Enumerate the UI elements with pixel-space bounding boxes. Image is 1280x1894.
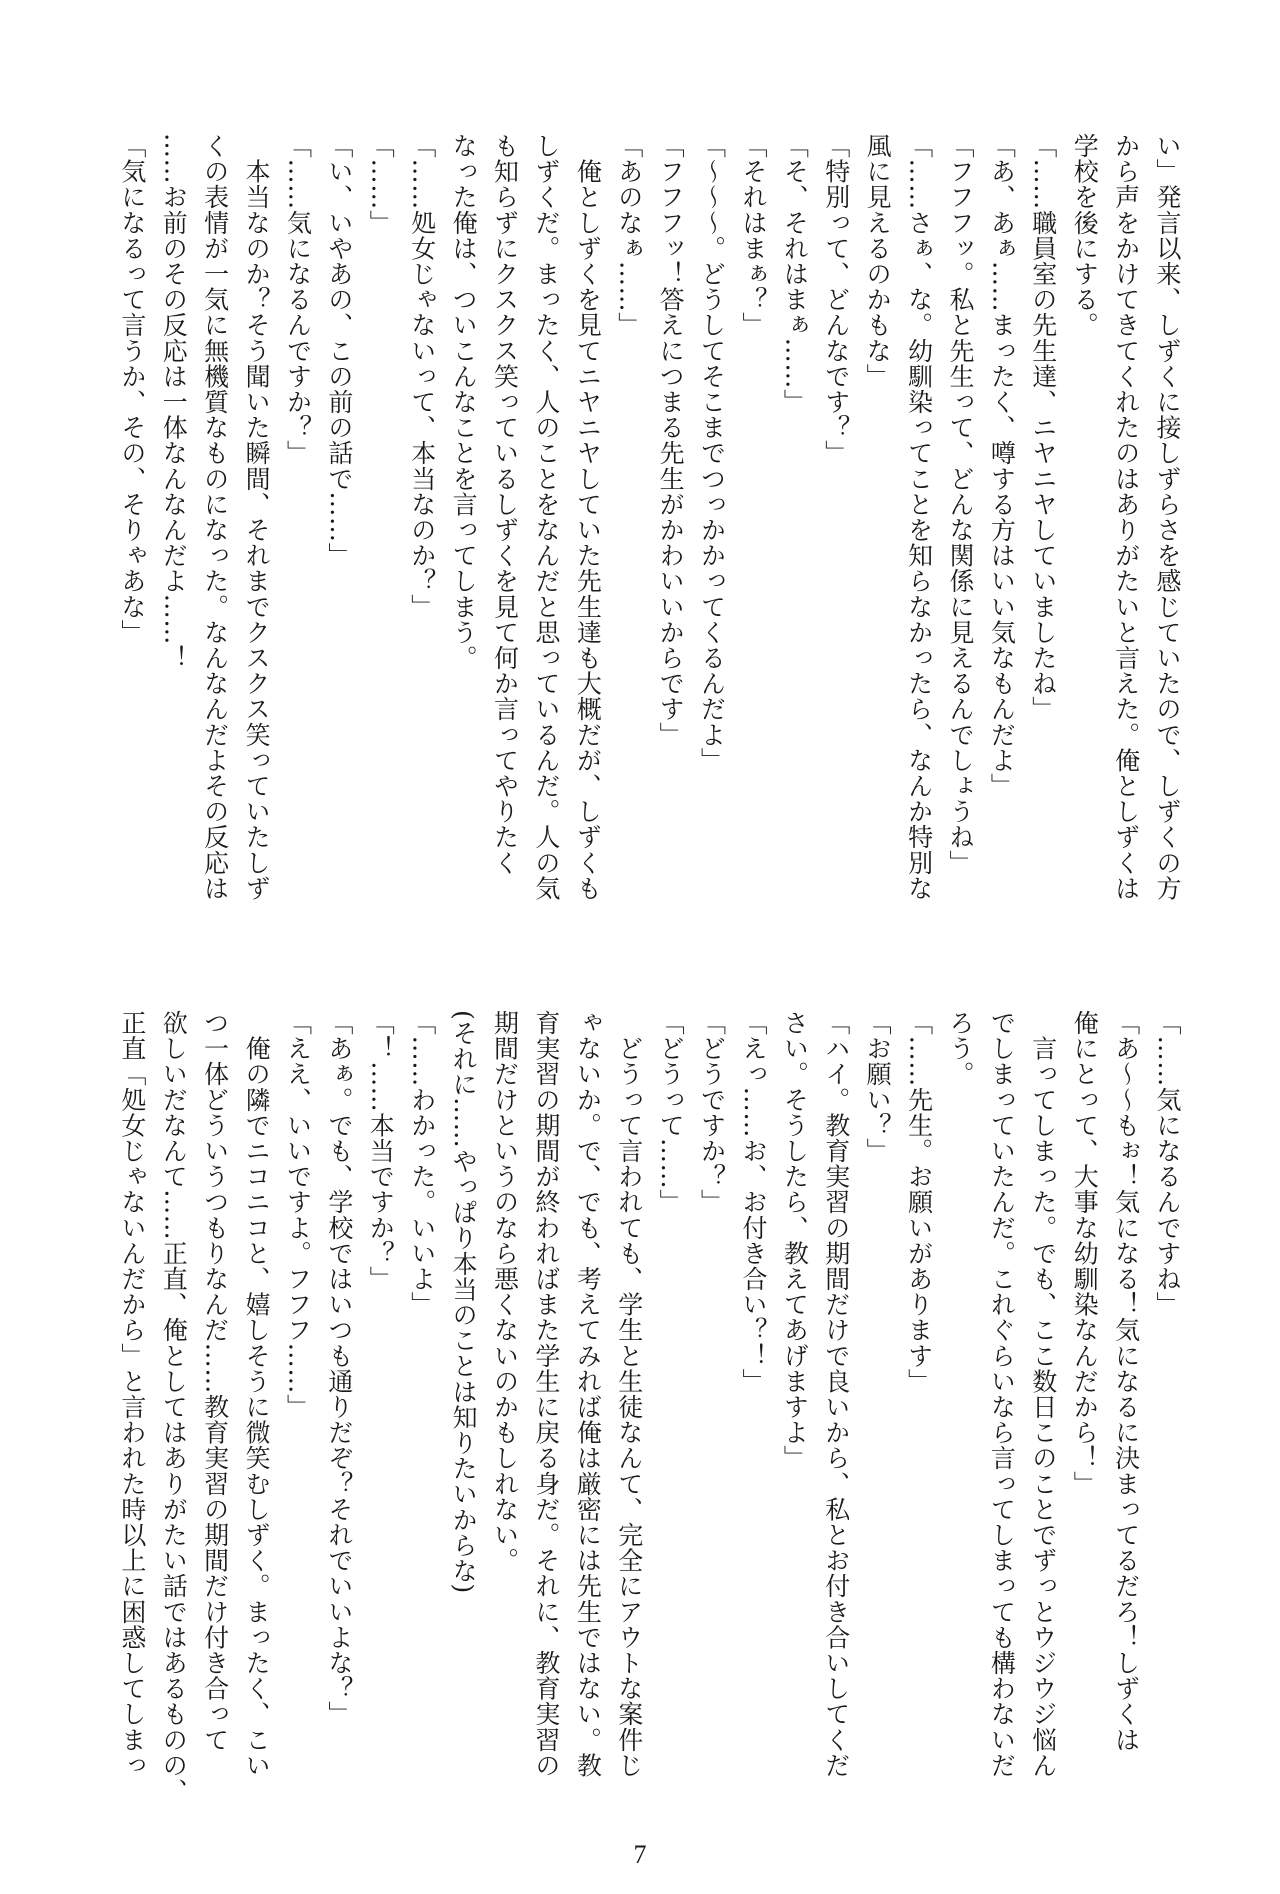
bottom-text-column: ろう。 xyxy=(945,1010,975,1087)
top-text-column: 学校を後にする。 xyxy=(1070,133,1100,338)
top-text-column: しずくだ。まったく、人のことをなんだと思っているんだ。人の気 xyxy=(531,133,561,901)
bottom-text-column: 「ええ、いいですよ。フフフ……」 xyxy=(283,1010,313,1420)
top-text-column: も知らずにクスクス笑っているしずくを見て何か言ってやりたく xyxy=(490,133,520,876)
top-text-column: 風に見えるのかもな」 xyxy=(863,133,893,389)
bottom-text-column: どうって言われても、学生と生徒なんて、完全にアウトな案件じ xyxy=(614,1010,644,1778)
bottom-text-block xyxy=(112,1010,1188,1810)
bottom-text-column: 「お願い？」 xyxy=(863,1010,893,1164)
bottom-text-column: 俺にとって、大事な幼馴染なんだから！」 xyxy=(1070,1010,1100,1497)
bottom-text-column: 「どうって……」 xyxy=(656,1010,686,1215)
top-text-column: 「特別って、どんなです？」 xyxy=(821,133,851,466)
bottom-text-column: 「！……本当ですか？」 xyxy=(366,1010,396,1292)
bottom-text-column: 欲しいだなんて……正直、俺としてはありがたい話ではあるものの、 xyxy=(159,1010,189,1804)
page-number: 7 xyxy=(633,1840,647,1869)
top-text-column: 「〜〜〜。どうしてそこまでつっかかってくるんだよ」 xyxy=(697,133,727,773)
top-text-column: ……お前のその反応は一体なんなんだよ……！ xyxy=(159,133,189,671)
bottom-text-column: 「ハイ。教育実習の期間だけで良いから、私とお付き合いしてくだ xyxy=(821,1010,851,1778)
top-text-column: くの表情が一気に無機質なものになった。なんなんだよその反応は xyxy=(200,133,230,901)
top-text-column: 「あ、あぁ……まったく、噂する方はいい気なもんだよ」 xyxy=(987,133,1017,799)
bottom-text-column: 「……先生。お願いがあります」 xyxy=(904,1010,934,1394)
bottom-text-column: (それに……やっぱり本当のことは知りたいからな) xyxy=(449,1010,479,1594)
bottom-text-column: 「あぁ。でも、学校ではいつも通りだぞ？それでいいよな？」 xyxy=(324,1010,354,1727)
bottom-text-column: 言ってしまった。でも、ここ数日このことでずっとウジウジ悩ん xyxy=(1028,1010,1058,1778)
top-text-column: 本当なのか？そう聞いた瞬間、それまでクスクス笑っていたしず xyxy=(242,133,272,901)
bottom-text-column: 「えっ……お、お付き合い？！」 xyxy=(738,1010,768,1394)
top-text-column: 「フフフッ！答えにつまる先生がかわいいからです」 xyxy=(656,133,686,748)
bottom-text-column: 「どうですか？」 xyxy=(697,1010,727,1215)
bottom-text-column: でしまっていたんだ。これぐらいなら言ってしまっても構わないだ xyxy=(987,1010,1017,1778)
top-text-column: 「……職員室の先生達、ニヤニヤしていましたね」 xyxy=(1028,133,1058,722)
bottom-text-column: ゃないか。で、でも、考えてみれば俺は厳密には先生ではない。教 xyxy=(573,1010,603,1778)
top-text-column: 「そ、それはまぁ……」 xyxy=(780,133,810,415)
bottom-text-column: 「あ〜〜もぉ！気になる！気になるに決まってるだろ！しずくは xyxy=(1111,1010,1141,1753)
top-text-column: から声をかけてきてくれたのはありがたいと言えた。俺としずくは xyxy=(1111,133,1141,901)
top-text-column: い」発言以来、しずくに接しずらさを感じていたので、しずくの方 xyxy=(1153,133,1182,901)
bottom-text-column: 正直「処女じゃないんだから」と言われた時以上に困惑してしまっ xyxy=(117,1010,147,1778)
bottom-text-column: 俺の隣でニコニコと、嬉しそうに微笑むしずく。まったく、こい xyxy=(242,1010,272,1778)
bottom-text-column: 期間だけというのなら悪くないのかもしれない。 xyxy=(490,1010,520,1574)
top-text-column: なった俺は、ついこんなことを言ってしまう。 xyxy=(449,133,479,671)
top-text-column: 「……気になるんですか？」 xyxy=(283,133,313,466)
bottom-text-column: 育実習の期間が終わればまた学生に戻る身だ。それに、教育実習の xyxy=(531,1010,561,1778)
top-text-column: 「……」 xyxy=(366,133,396,236)
top-text-column: 「……処女じゃないって、本当なのか？」 xyxy=(407,133,437,620)
top-text-column: 「……さぁ、な。幼馴染ってことを知らなかったら、なんか特別な xyxy=(904,133,934,901)
bottom-text-column: つ一体どういうつもりなんだ……教育実習の期間だけ付き合って xyxy=(200,1010,230,1753)
top-text-column: 俺としずくを見てニヤニヤしていた先生達も大概だが、しずくも xyxy=(573,133,603,901)
top-text-column: 「それはまぁ？」 xyxy=(738,133,768,338)
top-text-column: 「あのなぁ……」 xyxy=(614,133,644,338)
bottom-text-column: 「……わかった。いいよ」 xyxy=(407,1010,437,1318)
bottom-text-column: さい。そうしたら、教えてあげますよ」 xyxy=(780,1010,810,1471)
top-text-column: 「気になるって言うか、その、そりゃあな」 xyxy=(117,133,147,645)
top-text-column: 「フフフッ。私と先生って、どんな関係に見えるんでしょうね」 xyxy=(945,133,975,876)
top-text-column: 「い、いやあの、この前の話で……」 xyxy=(324,133,354,569)
bottom-text-column: 「……気になるんですね」 xyxy=(1153,1010,1182,1318)
top-text-block xyxy=(112,133,1188,908)
